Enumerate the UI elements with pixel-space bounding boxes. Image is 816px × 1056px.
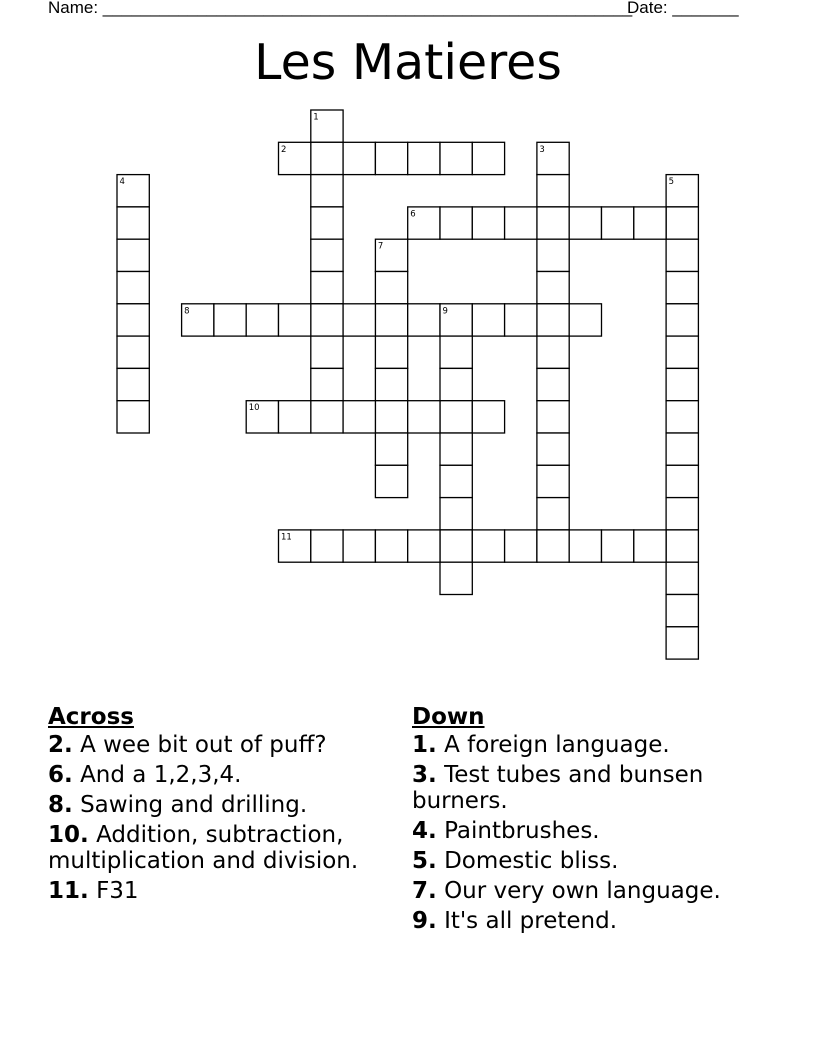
grid-cell[interactable] [537, 272, 569, 304]
down-clue [412, 878, 752, 904]
grid-cell[interactable] [343, 304, 375, 336]
grid-cell[interactable] [666, 465, 698, 497]
clue-number: 5. [412, 848, 437, 874]
clue-text: Our very own language. [444, 878, 721, 904]
grid-cell[interactable] [343, 530, 375, 562]
grid-cell[interactable] [311, 336, 343, 368]
grid-cell[interactable] [602, 207, 634, 239]
grid-cell[interactable] [375, 142, 407, 174]
grid-cell[interactable] [117, 401, 149, 433]
grid-cell[interactable] [666, 595, 698, 627]
clue-text: F31 [96, 878, 139, 904]
grid-cell[interactable] [537, 336, 569, 368]
grid-cell[interactable] [440, 433, 472, 465]
grid-cell[interactable] [311, 239, 343, 271]
cell-number: 5 [668, 177, 675, 188]
grid-cell[interactable] [537, 239, 569, 271]
grid-cell[interactable] [602, 530, 634, 562]
clue-text: Addition, subtraction, multiplication and division. [48, 822, 359, 874]
clue-text: A wee bit out of puff? [80, 732, 327, 758]
grid-cell[interactable] [472, 401, 504, 433]
grid-cell[interactable] [666, 368, 698, 400]
grid-cell[interactable] [375, 401, 407, 433]
grid-cell[interactable] [569, 207, 601, 239]
grid-cell[interactable] [375, 465, 407, 497]
grid-cell[interactable] [505, 304, 537, 336]
grid-cell[interactable] [537, 175, 569, 207]
down-clue [412, 818, 752, 844]
grid-cell[interactable] [408, 304, 440, 336]
grid-cell[interactable] [569, 530, 601, 562]
clue-number: 1. [412, 732, 437, 758]
across-heading: Across [48, 704, 134, 730]
grid-cell[interactable] [117, 207, 149, 239]
grid-cell[interactable] [117, 368, 149, 400]
clue-number: 2. [48, 732, 73, 758]
across-clue [48, 792, 393, 818]
grid-cell[interactable] [666, 304, 698, 336]
cell-number: 1 [313, 112, 319, 123]
cell-number: 2 [281, 144, 287, 155]
grid-cell[interactable] [214, 304, 246, 336]
grid-cell[interactable] [311, 368, 343, 400]
grid-cell[interactable] [440, 530, 472, 562]
across-clue [48, 878, 393, 904]
clue-number: 4. [412, 818, 437, 844]
across-clue [48, 762, 393, 788]
clue-number: 10. [48, 822, 89, 848]
grid-cell[interactable] [537, 465, 569, 497]
grid-cell[interactable] [279, 304, 311, 336]
grid-cell[interactable] [375, 304, 407, 336]
grid-cell[interactable] [472, 304, 504, 336]
clue-text: Sawing and drilling. [80, 792, 308, 818]
clue-text: Domestic bliss. [444, 848, 619, 874]
grid-cell[interactable] [375, 368, 407, 400]
grid-cell[interactable] [505, 530, 537, 562]
date-label[interactable]: Date: _______ [627, 0, 739, 17]
grid-cell[interactable] [440, 368, 472, 400]
grid-cell[interactable] [537, 304, 569, 336]
grid-cell[interactable] [634, 207, 666, 239]
grid-cell[interactable] [311, 401, 343, 433]
grid-cell[interactable] [279, 401, 311, 433]
grid-cell[interactable] [375, 433, 407, 465]
grid-cell[interactable] [117, 304, 149, 336]
grid-cell[interactable] [343, 401, 375, 433]
grid-cell[interactable] [666, 336, 698, 368]
grid-cell[interactable] [666, 562, 698, 594]
grid-cell[interactable] [311, 207, 343, 239]
clue-number: 11. [48, 878, 89, 904]
grid-cell[interactable] [666, 239, 698, 271]
cell-number: 4 [119, 177, 125, 188]
grid-cell[interactable] [440, 336, 472, 368]
grid-cell[interactable] [537, 368, 569, 400]
cell-number: 11 [281, 532, 292, 543]
grid-cell[interactable] [569, 304, 601, 336]
grid-cell[interactable] [472, 207, 504, 239]
grid-cell[interactable] [666, 627, 698, 659]
grid-cell[interactable] [408, 530, 440, 562]
cell-number: 8 [184, 306, 190, 317]
grid-cell[interactable] [408, 401, 440, 433]
page-title: Les Matieres [254, 34, 562, 91]
grid-cell[interactable] [117, 336, 149, 368]
grid-cell[interactable] [440, 142, 472, 174]
grid-cell[interactable] [375, 336, 407, 368]
down-clue [412, 732, 752, 758]
cell-number: 3 [539, 144, 545, 155]
grid-cell[interactable] [246, 304, 278, 336]
down-clue [412, 848, 752, 874]
across-clues [48, 702, 393, 908]
grid-cell[interactable] [440, 401, 472, 433]
grid-cell[interactable] [537, 530, 569, 562]
down-heading: Down [412, 704, 485, 730]
grid-cell[interactable] [375, 530, 407, 562]
grid-cell[interactable] [666, 401, 698, 433]
grid-cell[interactable] [311, 175, 343, 207]
clue-text: Test tubes and bunsen burners. [412, 762, 704, 814]
cell-number: 7 [377, 241, 384, 252]
grid-cell[interactable] [440, 498, 472, 530]
grid-cell[interactable] [408, 142, 440, 174]
cell-number: 10 [248, 403, 260, 414]
grid-cell[interactable] [311, 530, 343, 562]
across-clue [48, 732, 393, 758]
clue-number: 3. [412, 762, 437, 788]
grid-cell[interactable] [666, 530, 698, 562]
grid-cell[interactable] [440, 465, 472, 497]
grid-cell[interactable] [311, 304, 343, 336]
grid-cell[interactable] [537, 498, 569, 530]
clue-text: It's all pretend. [444, 908, 618, 934]
grid-cell[interactable] [343, 142, 375, 174]
grid-cell[interactable] [666, 207, 698, 239]
clue-number: 7. [412, 878, 437, 904]
grid-cell[interactable] [117, 239, 149, 271]
cell-number: 9 [442, 306, 448, 317]
down-clue [412, 762, 752, 814]
grid-cell[interactable] [537, 401, 569, 433]
clue-number: 9. [412, 908, 437, 934]
grid-cell[interactable] [440, 562, 472, 594]
grid-cell[interactable] [537, 433, 569, 465]
clue-text: And a 1,2,3,4. [80, 762, 242, 788]
cell-number: 6 [410, 209, 416, 220]
grid-cell[interactable] [117, 272, 149, 304]
across-clue [48, 822, 393, 874]
down-clue [412, 908, 752, 934]
grid-cell[interactable] [311, 142, 343, 174]
grid-cell[interactable] [472, 530, 504, 562]
grid-cell[interactable] [537, 207, 569, 239]
clue-number: 6. [48, 762, 73, 788]
clue-number: 8. [48, 792, 73, 818]
clue-text: Paintbrushes. [444, 818, 600, 844]
down-clues [412, 702, 752, 938]
grid-cell[interactable] [666, 433, 698, 465]
grid-cell[interactable] [311, 272, 343, 304]
grid-cell[interactable] [472, 142, 504, 174]
grid-cell[interactable] [666, 498, 698, 530]
grid-cell[interactable] [634, 530, 666, 562]
grid-cell[interactable] [440, 207, 472, 239]
grid-cell[interactable] [666, 272, 698, 304]
grid-cell[interactable] [505, 207, 537, 239]
name-label[interactable]: Name: ________________________________________________________ [48, 0, 633, 17]
grid-cell[interactable] [375, 272, 407, 304]
clue-text: A foreign language. [444, 732, 670, 758]
